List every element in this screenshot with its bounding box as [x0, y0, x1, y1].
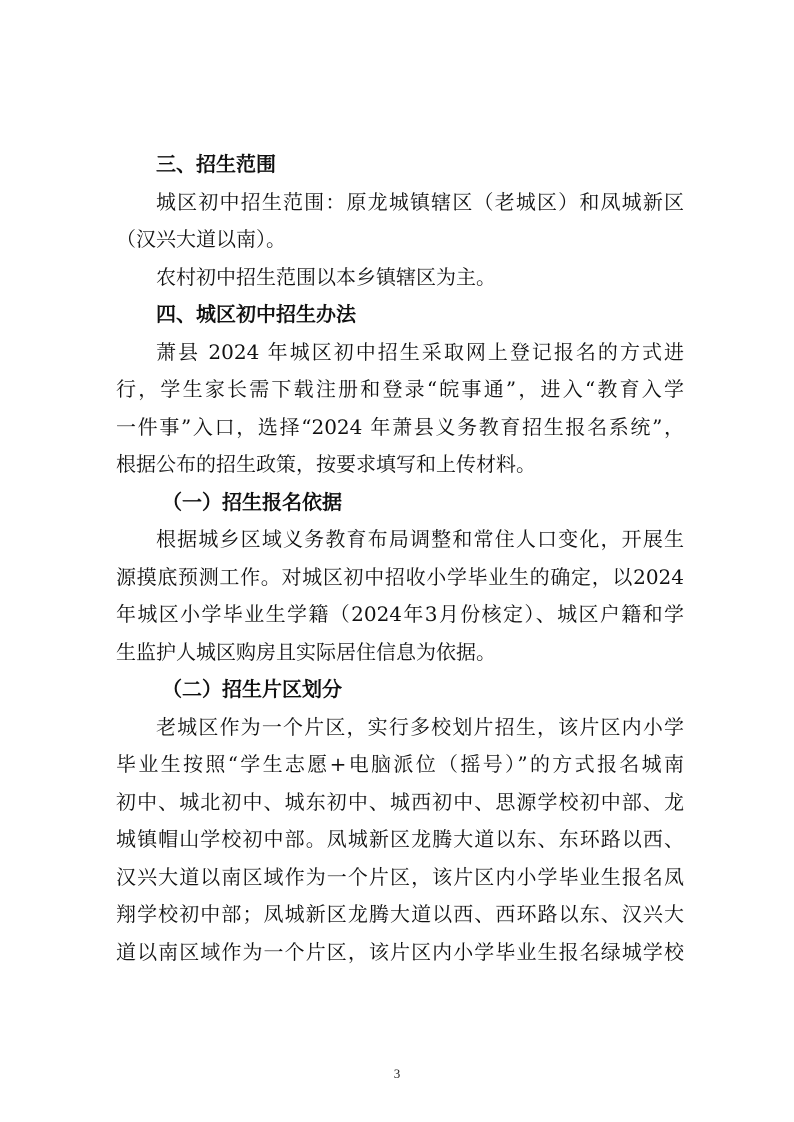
paragraph-line: （汉兴大道以南）。 [116, 227, 286, 251]
paragraph-line: 源摸底预测工作。对城区初中招收小学毕业生的确定，以2024 [116, 564, 684, 589]
paragraph-line: 老城区作为一个片区，实行多校划片招生，该片区内小学 [156, 714, 684, 739]
paragraph-line: 汉兴大道以南区域作为一个片区，该片区内小学毕业生报名凤 [116, 864, 684, 889]
subsection-heading: （二）招生片区划分 [162, 677, 342, 701]
paragraph-line: 根据公布的招生政策，按要求填写和上传材料。 [116, 452, 536, 476]
paragraph-line: 年城区小学毕业生学籍（2024年3月份核定）、城区户籍和学 [116, 602, 684, 626]
section-heading: 三、招生范围 [156, 152, 276, 176]
paragraph-line: 一件事”入口，选择“2024 年萧县义务教育招生报名系统”， [116, 414, 684, 439]
paragraph-line: 道以南区域作为一个片区，该片区内小学毕业生报名绿城学校 [116, 939, 684, 964]
paragraph-line: 毕业生按照“学生志愿+电脑派位（摇号）”的方式报名城南 [116, 752, 684, 776]
document-body [116, 146, 684, 971]
paragraph [116, 334, 684, 484]
paragraph-line: 城镇帽山学校初中部。凤城新区龙腾大道以东、东环路以西、 [116, 827, 684, 851]
paragraph [116, 709, 684, 972]
section-heading: 四、城区初中招生办法 [156, 302, 356, 326]
paragraph-line: 行，学生家长需下载注册和登录“皖事通”，进入“教育入学 [116, 377, 684, 401]
paragraph-line: 生监护人城区购房且实际居住信息为依据。 [116, 639, 496, 664]
paragraph-line: 萧县 2024 年城区初中招生采取网上登记报名的方式进 [156, 339, 684, 364]
paragraph [116, 184, 684, 259]
paragraph [116, 521, 684, 671]
paragraph-line: 翔学校初中部；凤城新区龙腾大道以西、西环路以东、汉兴大 [116, 902, 684, 926]
page-number: 3 [393, 1066, 401, 1081]
paragraph-line: 初中、城北初中、城东初中、城西初中、思源学校初中部、龙 [116, 789, 684, 814]
paragraph-line: 农村初中招生范围以本乡镇辖区为主。 [156, 264, 496, 289]
paragraph-line: 根据城乡区域义务教育布局调整和常住人口变化，开展生 [156, 527, 684, 551]
paragraph-line: 城区初中招生范围：原龙城镇辖区（老城区）和凤城新区 [156, 189, 684, 214]
subsection-heading: （一）招生报名依据 [162, 489, 342, 514]
paragraph [116, 259, 684, 297]
